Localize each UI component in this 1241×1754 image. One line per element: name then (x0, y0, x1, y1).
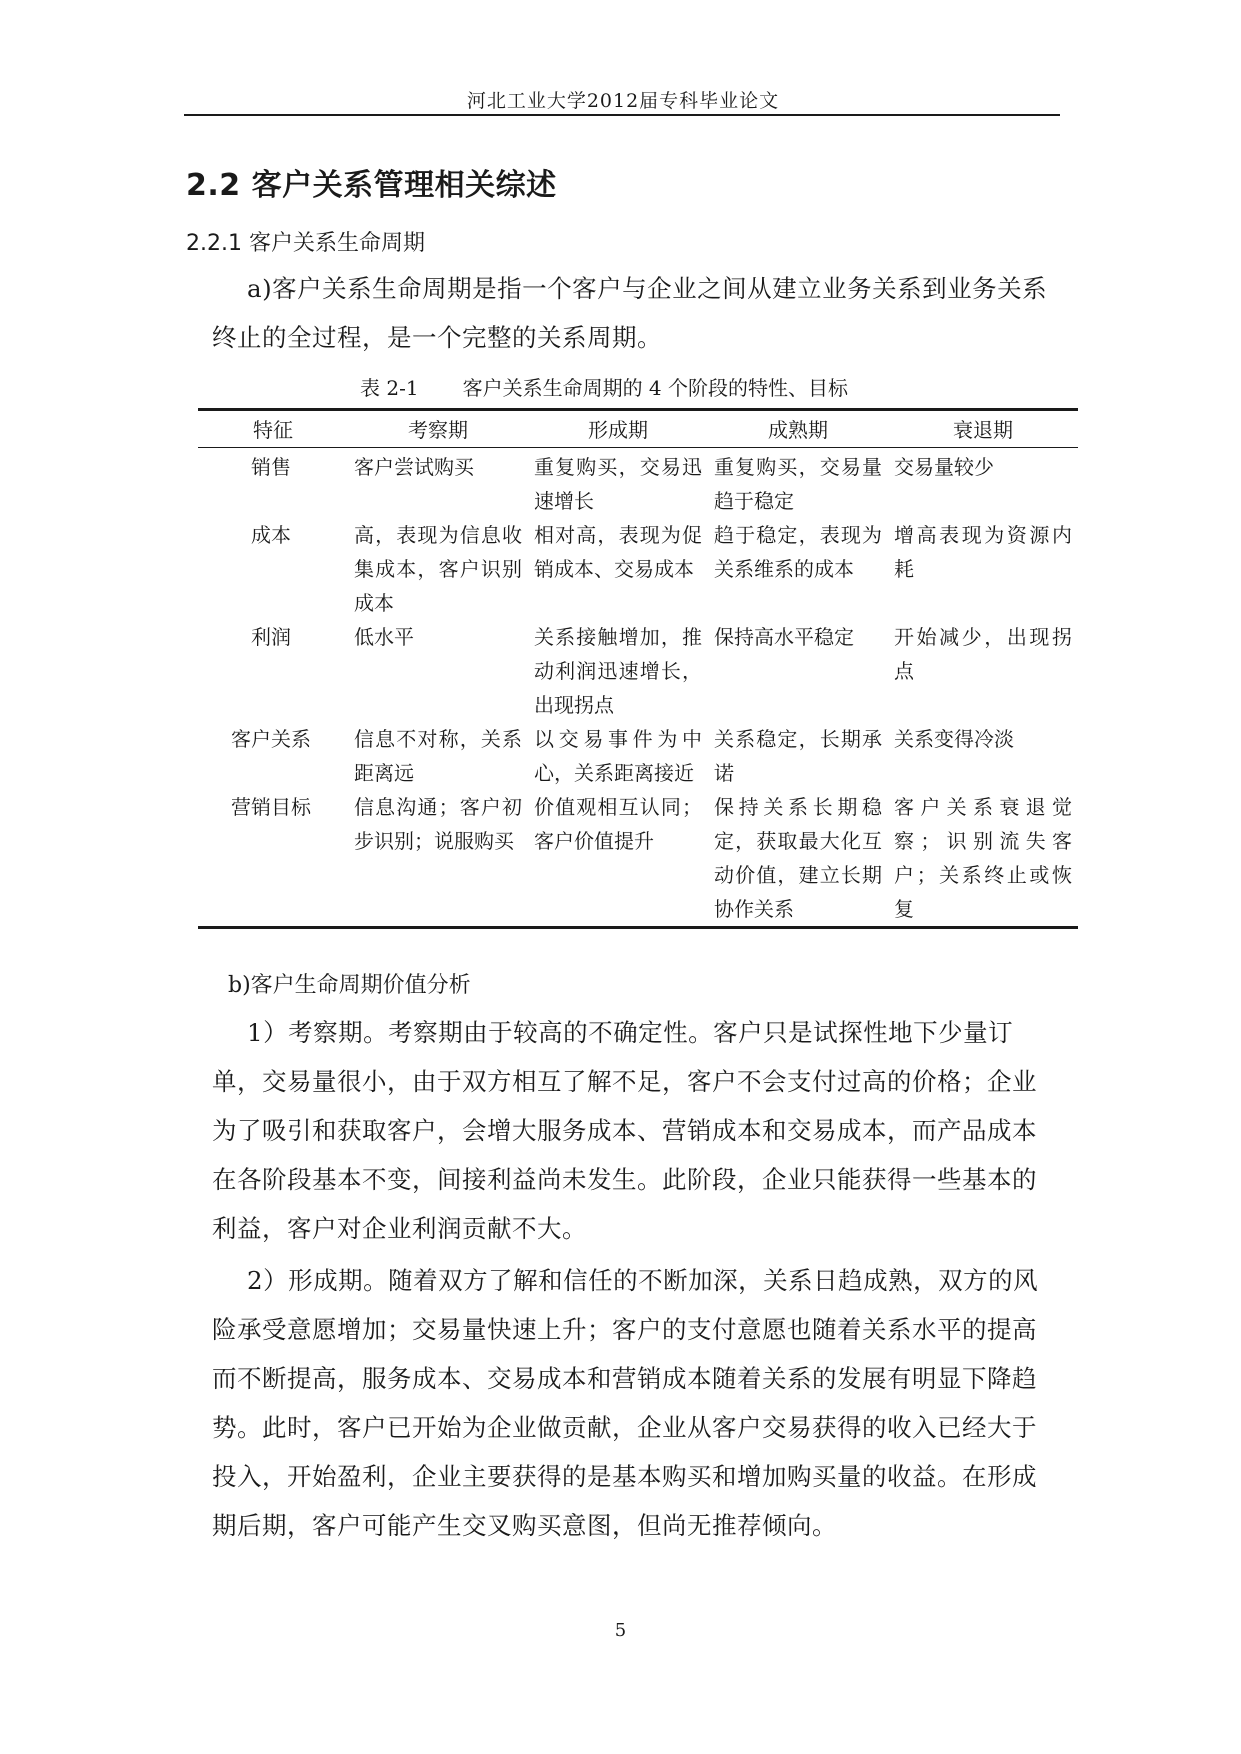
table-cell: 重复购买，交易迅速增长 (534, 455, 702, 513)
table-cell: 客户关系衰退觉察；识别流失客户；关系终止或恢复 (894, 795, 1072, 921)
table-cell: 信息沟通；客户初步识别；说服购买 (354, 795, 522, 853)
paragraph-definition: a)客户关系生命周期是指一个客户与企业之间从建立业务关系到业务关系终止的全过程，是一个完整的关系周期。 (212, 274, 1048, 352)
table-cell-feature: 成本 (251, 523, 291, 547)
table-row (198, 448, 1078, 519)
table-cell-feature: 利润 (251, 625, 291, 649)
table-cell: 增高表现为资源内耗 (894, 523, 1072, 581)
table-row (198, 620, 1078, 722)
subsection-heading: 2.2.1 客户关系生命周期 (186, 231, 425, 256)
table-cell: 关系接触增加，推动利润迅速增长，出现拐点 (534, 625, 702, 717)
table-header-cell: 衰退期 (953, 418, 1013, 442)
table-cell: 开始减少，出现拐点 (894, 625, 1072, 683)
table-cell-feature: 销售 (251, 455, 291, 479)
table-cell: 关系稳定，长期承诺 (714, 727, 882, 785)
table-row (198, 518, 1078, 620)
table-cell: 交易量较少 (894, 455, 994, 479)
table-header-cell: 形成期 (588, 418, 648, 442)
table-cell: 趋于稳定，表现为关系维系的成本 (714, 523, 882, 581)
table-header-cell: 特征 (253, 418, 293, 442)
page-header: 河北工业大学2012届专科毕业论文 (466, 90, 780, 112)
section-heading: 2.2 客户关系管理相关综述 (186, 168, 557, 203)
table-cell: 客户尝试购买 (354, 455, 474, 479)
table-cell: 相对高，表现为促销成本、交易成本 (534, 523, 702, 581)
table-cell-feature: 营销目标 (231, 795, 311, 819)
table-row (198, 790, 1078, 928)
table-row (198, 722, 1078, 790)
table-cell-feature: 客户关系 (231, 727, 311, 751)
table-cell: 以交易事件为中心，关系距离接近 (534, 727, 702, 785)
table-header-row (198, 410, 1078, 448)
table-cell: 信息不对称，关系距离远 (354, 727, 522, 785)
lifecycle-table (198, 408, 1078, 929)
table-cell: 保持高水平稳定 (714, 625, 854, 649)
table-cell: 高，表现为信息收集成本，客户识别成本 (354, 523, 522, 615)
header-rule (184, 114, 1060, 116)
table-caption-text: 客户关系生命周期的 4 个阶段的特性、目标 (462, 376, 849, 400)
subsection-b-heading: b)客户生命周期价值分析 (228, 973, 471, 998)
table-cell: 重复购买，交易量趋于稳定 (714, 455, 882, 513)
table-cell: 低水平 (354, 625, 414, 649)
paragraph-investigation-stage: 1）考察期。考察期由于较高的不确定性。客户只是试探性地下少量订单，交易量很小，由于双方相互了解不足，客户不会支付过高的价格；企业为了吸引和获取客户，会增大服务成本、营销成本和交易成本，而产品成本在各阶段基本不变，间接利益尚未发生。此阶段，企业只能获得一些基本的利益，客户对企业利润贡献不大。 (212, 1018, 1037, 1243)
table-header-cell: 成熟期 (768, 418, 828, 442)
table-caption (360, 372, 848, 401)
table-cell: 关系变得冷淡 (894, 727, 1014, 751)
table-caption-number: 表 2-1 (360, 376, 419, 400)
table-header-cell: 考察期 (408, 418, 468, 442)
paragraph-formation-stage: 2）形成期。随着双方了解和信任的不断加深，关系日趋成熟，双方的风险承受意愿增加；交易量快速上升；客户的支付意愿也随着关系水平的提高而不断提高，服务成本、交易成本和营销成本随着关系的发展有明显下降趋势。此时，客户已开始为企业做贡献，企业从客户交易获得的收入已经大于投入，开始盈利，企业主要获得的是基本购买和增加购买量的收益。在形成期后期，客户可能产生交叉购买意图，但尚无推荐倾向。 (212, 1266, 1039, 1540)
page-number: 5 (614, 1620, 627, 1641)
table-cell: 价值观相互认同；客户价值提升 (534, 795, 702, 853)
table-cell: 保持关系长期稳定，获取最大化互动价值，建立长期协作关系 (714, 795, 882, 921)
lifecycle-table-wrapper (198, 408, 1078, 929)
